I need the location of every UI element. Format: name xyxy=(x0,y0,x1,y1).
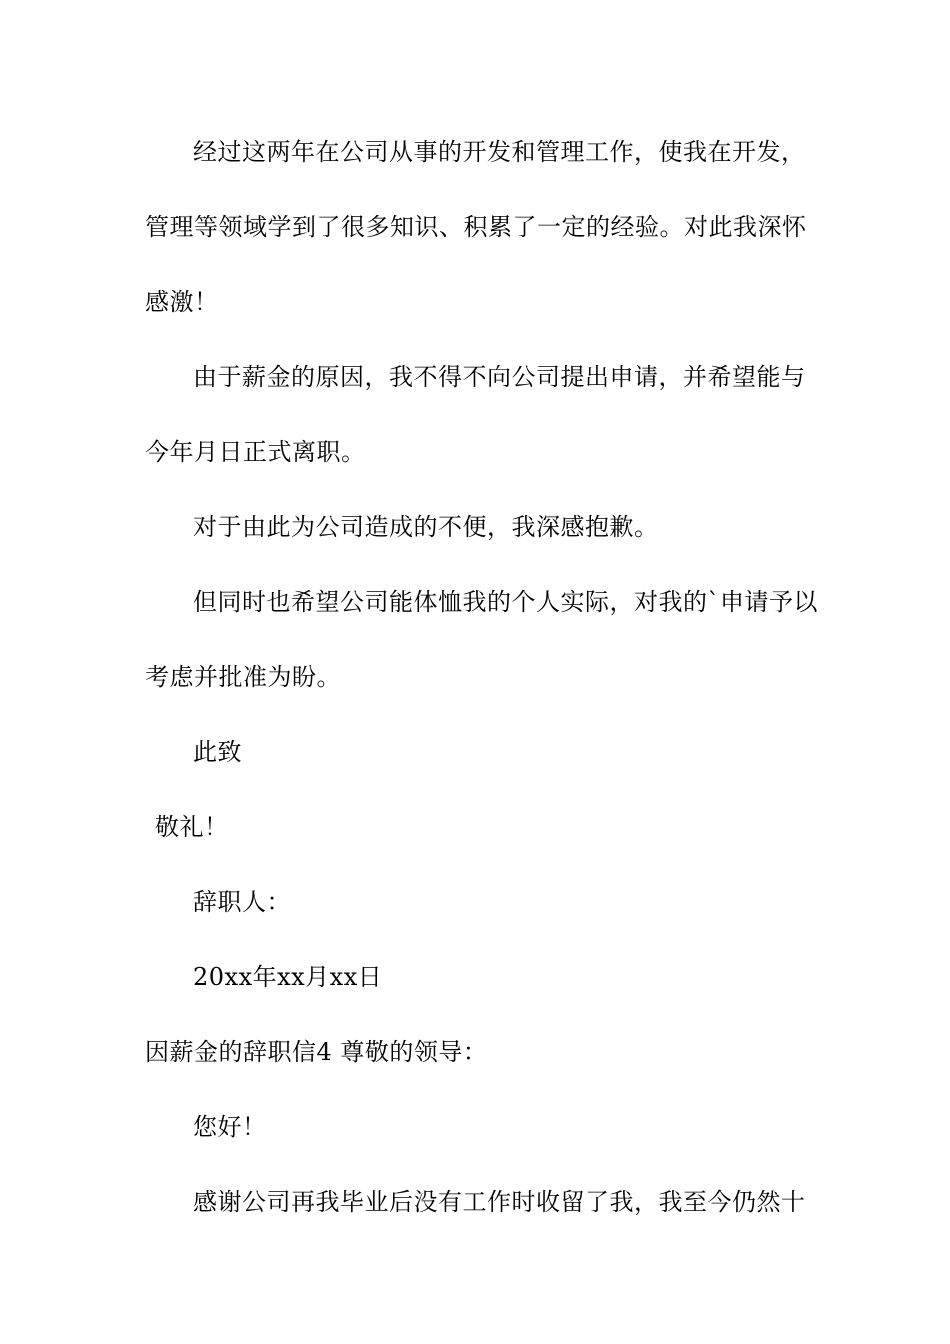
paragraph-line: 考虑并批准为盼。 xyxy=(145,663,341,691)
paragraph-line: 对于由此为公司造成的不便，我深感抱歉。 xyxy=(193,513,659,541)
paragraph-line: 今年月日正式离职。 xyxy=(145,438,366,466)
closing-line: 此致 xyxy=(193,738,242,766)
section-heading: 因薪金的辞职信4 尊敬的领导： xyxy=(145,1038,488,1066)
paragraph-line: 由于薪金的原因，我不得不向公司提出申请，并希望能与 xyxy=(193,363,806,391)
greeting-line: 您好！ xyxy=(193,1113,267,1141)
signature-label: 辞职人： xyxy=(193,888,291,916)
date-line: 20xx年xx月xx日 xyxy=(193,963,383,991)
paragraph-line: 感谢公司再我毕业后没有工作时收留了我，我至今仍然十 xyxy=(193,1188,806,1216)
salutation-line: 敬礼！ xyxy=(155,813,229,841)
paragraph-line: 但同时也希望公司能体恤我的个人实际，对我的`申请予以 xyxy=(193,588,818,616)
paragraph-line: 管理等领域学到了很多知识、积累了一定的经验。对此我深怀 xyxy=(145,213,807,241)
paragraph-line: 经过这两年在公司从事的开发和管理工作，使我在开发， xyxy=(193,138,806,166)
paragraph-line: 感激！ xyxy=(145,288,219,316)
